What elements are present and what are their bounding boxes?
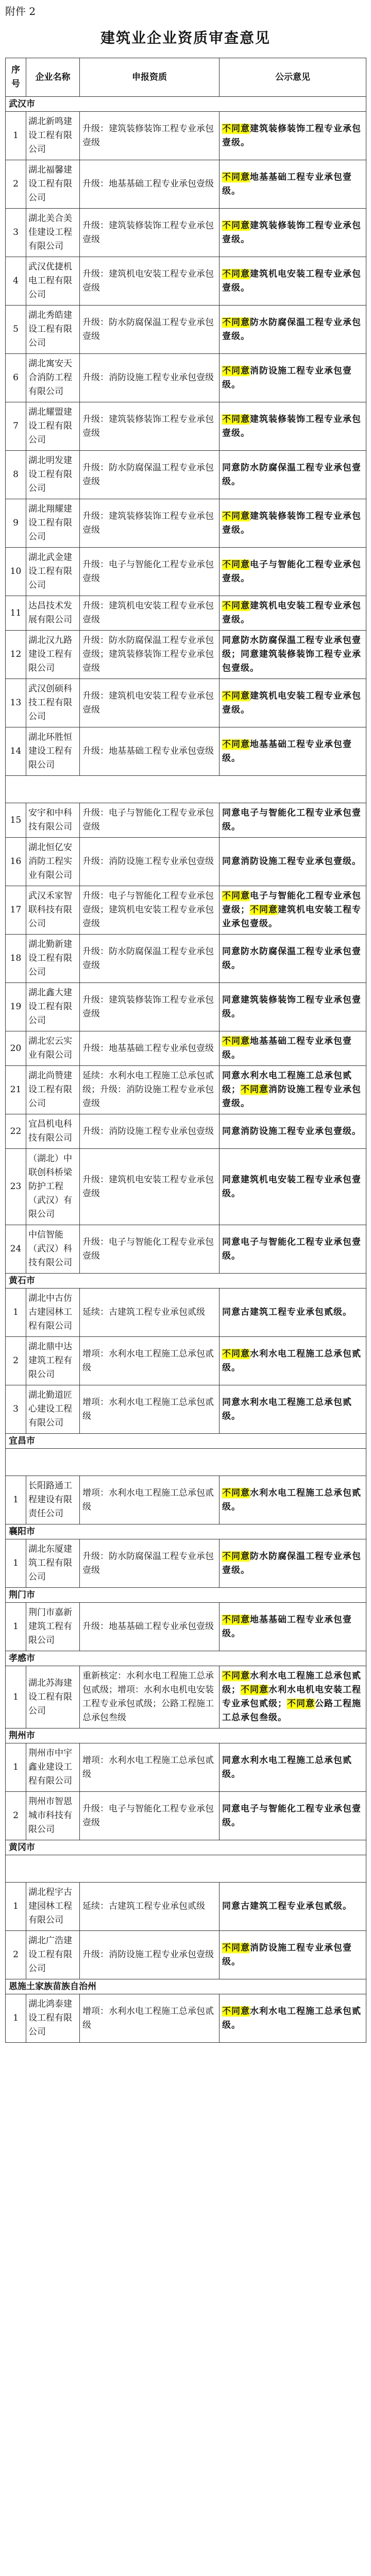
table-row <box>6 499 366 548</box>
table-row <box>6 1931 366 1979</box>
opinion-highlight: 不同意 <box>222 414 250 425</box>
applied-qualification: 升级：防水防腐保温工程专业承包壹级 <box>80 451 220 499</box>
public-opinion <box>220 1539 366 1588</box>
company-name: 安宇和中科技有限公司 <box>26 803 80 838</box>
public-opinion <box>220 306 366 354</box>
applied-qualification: 延续：古建筑工程专业承包贰级 <box>80 1289 220 1337</box>
public-opinion <box>220 451 366 499</box>
public-opinion <box>220 1994 366 2043</box>
opinion-text: 电子与智能化工程专业承包壹级； <box>222 891 361 915</box>
public-opinion <box>220 499 366 548</box>
table-row <box>6 209 366 257</box>
public-opinion <box>220 1149 366 1225</box>
applied-qualification: 升级：建筑装修装饰工程专业承包壹级 <box>80 112 220 160</box>
public-opinion <box>220 838 366 886</box>
opinion-text: 同意电子与智能化工程专业承包壹级。 <box>222 808 361 832</box>
opinion-text: 消防设施工程专业承包壹级。 <box>222 1942 352 1967</box>
public-opinion <box>220 1385 366 1434</box>
table-row <box>6 1031 366 1066</box>
table-row <box>6 983 366 1031</box>
company-name: 湖北勤新建设工程有限公司 <box>26 935 80 983</box>
table-row <box>6 1225 366 1274</box>
opinion-text: 水利水电工程施工总承包贰级； <box>222 1671 361 1695</box>
opinion-text: 消防设施工程专业承包壹级。 <box>222 365 352 390</box>
public-opinion <box>220 1743 366 1792</box>
opinion-text: 同意消防设施工程专业承包壹级。 <box>222 856 361 867</box>
company-name: 湖北鼎中达建筑工程有限公司 <box>26 1337 80 1385</box>
region-header-row <box>6 1434 366 1449</box>
company-name: 湖北宏云实业有限公司 <box>26 1031 80 1066</box>
table-row <box>6 548 366 596</box>
opinion-text: 地基基础工程专业承包壹级。 <box>222 739 352 764</box>
applied-qualification: 增项：水利水电工程施工总承包贰级 <box>80 1337 220 1385</box>
opinion-text: 建筑机电安装工程专业承包壹级。 <box>222 268 361 293</box>
table-row <box>6 1994 366 2043</box>
table-row <box>6 886 366 935</box>
table-row <box>6 679 366 727</box>
applied-qualification: 升级：防水防腐保温工程专业承包壹级；建筑装修装饰工程专业承包壹级 <box>80 631 220 679</box>
applied-qualification: 增项：水利水电工程施工总承包贰级 <box>80 1994 220 2043</box>
opinion-text: 水利水电工程施工总承包贰级。 <box>222 2006 361 2030</box>
header-company: 企业名称 <box>26 58 80 97</box>
opinion-highlight: 不同意 <box>222 220 250 231</box>
applied-qualification: 升级：电子与智能化工程专业承包壹级 <box>80 548 220 596</box>
opinion-text: 地基基础工程专业承包壹级。 <box>222 172 352 196</box>
public-opinion <box>220 1114 366 1149</box>
opinion-text: 地基基础工程专业承包壹级。 <box>222 1614 352 1639</box>
public-opinion <box>220 886 366 935</box>
table-row <box>6 1666 366 1728</box>
opinion-text: 同意电子与智能化工程专业承包壹级。 <box>222 1803 361 1828</box>
region-header-row <box>6 97 366 112</box>
opinion-highlight: 不同意 <box>250 905 278 915</box>
opinion-text: 同意消防设施工程专业承包壹级。 <box>222 1126 361 1137</box>
row-number: 16 <box>6 838 26 886</box>
row-number: 2 <box>6 1337 26 1385</box>
region-header-row <box>6 1728 366 1743</box>
opinion-highlight: 不同意 <box>222 1036 250 1046</box>
row-number: 10 <box>6 548 26 596</box>
company-name: 宜昌机电科技有限公司 <box>26 1114 80 1149</box>
opinion-text: 建筑装修装饰工程专业承包壹级。 <box>222 220 361 245</box>
page-break-cell <box>6 1855 366 1883</box>
page-break-cell <box>6 1449 366 1476</box>
region-label: 恩施土家族苗族自治州 <box>6 1979 366 1994</box>
row-number: 22 <box>6 1114 26 1149</box>
table-row <box>6 631 366 679</box>
table-row <box>6 935 366 983</box>
company-name: 湖北环胜恒建设工程有限公司 <box>26 727 80 776</box>
public-opinion <box>220 209 366 257</box>
table-row <box>6 306 366 354</box>
company-name: 武汉创硕科技工程有限公司 <box>26 679 80 727</box>
applied-qualification: 升级：消防设施工程专业承包壹级 <box>80 1114 220 1149</box>
company-name: 湖北美合美佳建设工程有限公司 <box>26 209 80 257</box>
opinion-highlight: 不同意 <box>222 1671 250 1681</box>
applied-qualification: 升级：防水防腐保温工程专业承包壹级 <box>80 1539 220 1588</box>
opinion-text: 水利水电工程施工总承包贰级。 <box>222 1348 361 1373</box>
company-name: 湖北中古仿古建园林工程有限公司 <box>26 1289 80 1337</box>
row-number: 17 <box>6 886 26 935</box>
table-header-row <box>6 58 366 97</box>
opinion-text: 同意防水防腐保温工程专业承包壹级。 <box>222 946 361 971</box>
row-number: 9 <box>6 499 26 548</box>
row-number: 15 <box>6 803 26 838</box>
table-row <box>6 596 366 631</box>
opinion-text: 建筑装修装饰工程专业承包壹级。 <box>222 511 361 535</box>
public-opinion <box>220 1225 366 1274</box>
opinion-highlight: 不同意 <box>222 317 250 328</box>
company-name: 湖北耀盟建设工程有限公司 <box>26 402 80 451</box>
applied-qualification: 升级：建筑机电安装工程专业承包壹级 <box>80 679 220 727</box>
company-name: 湖北东厦建筑工程有限公司 <box>26 1539 80 1588</box>
opinion-text: 建筑机电安装工程专业承包壹级。 <box>222 905 361 929</box>
region-label: 荆门市 <box>6 1588 366 1603</box>
table-row <box>6 354 366 402</box>
opinion-text: 同意古建筑工程专业承包贰级。 <box>222 1901 352 1911</box>
public-opinion <box>220 1931 366 1979</box>
opinion-text: 消防设施工程专业承包壹级。 <box>222 1084 361 1109</box>
opinion-text: 建筑机电安装工程专业承包壹级。 <box>222 690 361 715</box>
opinion-text: 同意水利水电工程施工总承包贰级； <box>222 1071 352 1095</box>
region-label: 武汉市 <box>6 97 366 112</box>
applied-qualification: 增项：水利水电工程施工总承包贰级 <box>80 1743 220 1792</box>
table-row <box>6 1114 366 1149</box>
public-opinion <box>220 1476 366 1524</box>
document-title: 建筑业企业资质审查意见 <box>100 29 271 46</box>
row-number: 1 <box>6 1289 26 1337</box>
public-opinion <box>220 631 366 679</box>
company-name: 荆州市智恩城市科技有限公司 <box>26 1792 80 1840</box>
table-row <box>6 451 366 499</box>
row-number: 24 <box>6 1225 26 1274</box>
region-label: 宜昌市 <box>6 1434 366 1449</box>
applied-qualification: 升级：建筑机电安装工程专业承包壹级 <box>80 1149 220 1225</box>
applied-qualification: 升级：消防设施工程专业承包壹级 <box>80 354 220 402</box>
company-name: 湖北秀皓建设工程有限公司 <box>26 306 80 354</box>
public-opinion <box>220 1792 366 1840</box>
opinion-text: 同意古建筑工程专业承包贰级。 <box>222 1307 352 1317</box>
region-header-row <box>6 1840 366 1855</box>
table-row <box>6 1337 366 1385</box>
table-row <box>6 1539 366 1588</box>
applied-qualification: 延续：古建筑工程专业承包贰级 <box>80 1883 220 1931</box>
company-name: 荆门市嘉新建筑工程有限公司 <box>26 1603 80 1651</box>
table-row <box>6 1289 366 1337</box>
public-opinion <box>220 1883 366 1931</box>
public-opinion <box>220 596 366 631</box>
table-row <box>6 838 366 886</box>
public-opinion <box>220 1666 366 1728</box>
applied-qualification: 升级：电子与智能化工程专业承包壹级 <box>80 1792 220 1840</box>
row-number: 1 <box>6 1994 26 2043</box>
opinion-text: 电子与智能化工程专业承包壹级。 <box>222 559 361 584</box>
row-number: 1 <box>6 112 26 160</box>
row-number: 2 <box>6 160 26 209</box>
opinion-text: 同意水利水电工程施工总承包贰级。 <box>222 1755 352 1780</box>
attachment-label: 附件 2 <box>5 5 36 18</box>
opinion-text: 防水防腐保温工程专业承包壹级。 <box>222 1551 361 1575</box>
public-opinion <box>220 1066 366 1114</box>
opinion-highlight: 不同意 <box>222 559 250 570</box>
opinion-highlight: 不同意 <box>222 1487 250 1498</box>
opinion-text: 同意水利水电工程施工总承包贰级。 <box>222 1397 352 1421</box>
row-number: 19 <box>6 983 26 1031</box>
row-number: 3 <box>6 209 26 257</box>
row-number: 1 <box>6 1476 26 1524</box>
table-row <box>6 112 366 160</box>
row-number: 2 <box>6 1792 26 1840</box>
opinion-highlight: 不同意 <box>287 1699 315 1709</box>
table-row <box>6 727 366 776</box>
company-name: （湖北）中联创科桥梁防护工程（武汉）有限公司 <box>26 1149 80 1225</box>
company-name: 中信智能（武汉）科技有限公司 <box>26 1225 80 1274</box>
opinion-text: 水利水电机电安装工程专业承包贰级； <box>222 1685 361 1709</box>
public-opinion <box>220 679 366 727</box>
applied-qualification: 升级：建筑装修装饰工程专业承包壹级 <box>80 209 220 257</box>
region-header-row <box>6 1274 366 1289</box>
applied-qualification: 升级：电子与智能化工程专业承包壹级 <box>80 1225 220 1274</box>
applied-qualification: 升级：消防设施工程专业承包壹级 <box>80 1931 220 1979</box>
opinion-text: 同意防水防腐保温工程专业承包壹级。 <box>222 462 361 487</box>
opinion-highlight: 不同意 <box>222 601 250 611</box>
applied-qualification: 升级：建筑装修装饰工程专业承包壹级 <box>80 499 220 548</box>
applied-qualification: 升级：电子与智能化工程专业承包壹级 <box>80 803 220 838</box>
header-opinion: 公示意见 <box>220 58 366 97</box>
company-name: 湖北广浩建设工程有限公司 <box>26 1931 80 1979</box>
region-header-row <box>6 1524 366 1539</box>
public-opinion <box>220 112 366 160</box>
applied-qualification: 增项：水利水电工程施工总承包贰级 <box>80 1476 220 1524</box>
public-opinion <box>220 1031 366 1066</box>
page-break-gap <box>6 1855 366 1883</box>
region-header-row <box>6 1588 366 1603</box>
company-name: 湖北恒亿安消防工程实业有限公司 <box>26 838 80 886</box>
applied-qualification: 升级：建筑装修装饰工程专业承包壹级 <box>80 402 220 451</box>
public-opinion <box>220 935 366 983</box>
opinion-highlight: 不同意 <box>222 1942 250 1953</box>
company-name: 湖北程宇古建园林工程有限公司 <box>26 1883 80 1931</box>
row-number: 1 <box>6 1743 26 1792</box>
opinion-highlight: 不同意 <box>241 1685 268 1695</box>
public-opinion <box>220 257 366 306</box>
public-opinion <box>220 1337 366 1385</box>
opinion-text: 地基基础工程专业承包壹级。 <box>222 1036 352 1060</box>
opinion-highlight: 不同意 <box>222 123 250 134</box>
table-row <box>6 1066 366 1114</box>
applied-qualification: 升级：防水防腐保温工程专业承包壹级 <box>80 306 220 354</box>
row-number: 21 <box>6 1066 26 1114</box>
applied-qualification: 升级：建筑机电安装工程专业承包壹级 <box>80 596 220 631</box>
region-label: 黄冈市 <box>6 1840 366 1855</box>
applied-qualification: 升级：建筑机电安装工程专业承包壹级 <box>80 257 220 306</box>
opinion-highlight: 不同意 <box>222 172 250 182</box>
company-name: 湖北鑫大建设工程有限公司 <box>26 983 80 1031</box>
row-number: 8 <box>6 451 26 499</box>
row-number: 13 <box>6 679 26 727</box>
row-number: 23 <box>6 1149 26 1225</box>
company-name: 湖北新鸣建设工程有限公司 <box>26 112 80 160</box>
opinion-text: 同意建筑机电安装工程专业承包壹级。 <box>222 1174 361 1199</box>
row-number: 4 <box>6 257 26 306</box>
opinion-highlight: 不同意 <box>222 1614 250 1625</box>
opinion-highlight: 不同意 <box>222 365 250 376</box>
table-row <box>6 803 366 838</box>
company-name: 湖北苏海建设工程有限公司 <box>26 1666 80 1728</box>
company-name: 达昌技术发展有限公司 <box>26 596 80 631</box>
public-opinion <box>220 983 366 1031</box>
opinion-text: 建筑装修装饰工程专业承包壹级。 <box>222 123 361 148</box>
applied-qualification: 升级：防水防腐保温工程专业承包壹级 <box>80 935 220 983</box>
public-opinion <box>220 548 366 596</box>
region-header-row <box>6 1651 366 1666</box>
public-opinion <box>220 402 366 451</box>
table-row <box>6 402 366 451</box>
opinion-highlight: 不同意 <box>222 1348 250 1359</box>
opinion-highlight: 不同意 <box>222 511 250 521</box>
opinion-text: 同意建筑装修装饰工程专业承包壹级。 <box>222 994 361 1019</box>
opinion-text: 建筑装修装饰工程专业承包壹级。 <box>222 414 361 438</box>
company-name: 湖北武金建设工程有限公司 <box>26 548 80 596</box>
company-name: 湖北福馨建设工程有限公司 <box>26 160 80 209</box>
public-opinion <box>220 727 366 776</box>
applied-qualification: 升级：建筑装修装饰工程专业承包壹级 <box>80 983 220 1031</box>
row-number: 6 <box>6 354 26 402</box>
public-opinion <box>220 354 366 402</box>
company-name: 荆州市中宇鑫业建设工程有限公司 <box>26 1743 80 1792</box>
region-label: 孝感市 <box>6 1651 366 1666</box>
company-name: 武汉优捷机电工程有限公司 <box>26 257 80 306</box>
row-number: 3 <box>6 1385 26 1434</box>
region-label: 荆州市 <box>6 1728 366 1743</box>
opinion-highlight: 不同意 <box>222 268 250 279</box>
row-number: 5 <box>6 306 26 354</box>
table-row <box>6 1603 366 1651</box>
row-number: 7 <box>6 402 26 451</box>
company-name: 湖北鸿泰建设工程有限公司 <box>26 1994 80 2043</box>
page-break-gap <box>6 776 366 803</box>
row-number: 1 <box>6 1539 26 1588</box>
applied-qualification: 延续：水利水电工程施工总承包贰级；升级：消防设施工程专业承包壹级 <box>80 1066 220 1114</box>
company-name: 湖北明发建设工程有限公司 <box>26 451 80 499</box>
table-row <box>6 257 366 306</box>
header-applied: 申报资质 <box>80 58 220 97</box>
applied-qualification: 升级：地基基础工程专业承包壹级 <box>80 160 220 209</box>
page-break-cell <box>6 776 366 803</box>
table-row <box>6 1385 366 1434</box>
header-no: 序号 <box>6 58 26 97</box>
applied-qualification: 升级：地基基础工程专业承包壹级 <box>80 1603 220 1651</box>
public-opinion <box>220 803 366 838</box>
public-opinion <box>220 160 366 209</box>
opinion-text: 防水防腐保温工程专业承包壹级。 <box>222 317 361 342</box>
row-number: 1 <box>6 1666 26 1728</box>
opinion-text: 同意防水防腐保温工程专业承包壹级；同意建筑装修装饰工程专业承包壹级。 <box>222 635 361 673</box>
opinion-text: 水利水电工程施工总承包贰级。 <box>222 1487 361 1512</box>
public-opinion <box>220 1603 366 1651</box>
applied-qualification: 重新核定：水利水电工程施工总承包贰级；增项：水利水电机电安装工程专业承包贰级；公路工程施工总承包叁级 <box>80 1666 220 1728</box>
table-body <box>6 97 366 2043</box>
opinion-text: 同意电子与智能化工程专业承包壹级。 <box>222 1236 361 1261</box>
company-name: 湖北汉九路建设工程有限公司 <box>26 631 80 679</box>
row-number: 18 <box>6 935 26 983</box>
region-header-row <box>6 1979 366 1994</box>
company-name: 长阳路通工程建设有限责任公司 <box>26 1476 80 1524</box>
row-number: 1 <box>6 1603 26 1651</box>
row-number: 12 <box>6 631 26 679</box>
row-number: 1 <box>6 1883 26 1931</box>
applied-qualification: 增项：水利水电工程施工总承包贰级 <box>80 1385 220 1434</box>
applied-qualification: 升级：地基基础工程专业承包壹级 <box>80 727 220 776</box>
company-name: 湖北翔耀建设工程有限公司 <box>26 499 80 548</box>
table-row <box>6 1149 366 1225</box>
company-name: 湖北尚赞建设工程有限公司 <box>26 1066 80 1114</box>
company-name: 武汉禾家智联科技有限公司 <box>26 886 80 935</box>
review-table <box>5 58 366 2043</box>
table-row <box>6 1743 366 1792</box>
applied-qualification: 升级：电子与智能化工程专业承包壹级；建筑机电安装工程专业承包壹级 <box>80 886 220 935</box>
opinion-highlight: 不同意 <box>241 1084 268 1095</box>
table-row <box>6 1792 366 1840</box>
opinion-highlight: 不同意 <box>222 2006 250 2016</box>
applied-qualification: 升级：地基基础工程专业承包壹级 <box>80 1031 220 1066</box>
opinion-highlight: 不同意 <box>222 1551 250 1562</box>
opinion-highlight: 不同意 <box>222 739 250 750</box>
opinion-highlight: 不同意 <box>222 891 250 901</box>
company-name: 湖北寓安天合消防工程有限公司 <box>26 354 80 402</box>
row-number: 20 <box>6 1031 26 1066</box>
row-number: 2 <box>6 1931 26 1979</box>
opinion-text: 公路工程施工总承包叁级。 <box>222 1699 361 1723</box>
company-name: 湖北勤道匠心建设工程有限公司 <box>26 1385 80 1434</box>
public-opinion <box>220 1289 366 1337</box>
row-number: 11 <box>6 596 26 631</box>
region-label: 襄阳市 <box>6 1524 366 1539</box>
applied-qualification: 升级：消防设施工程专业承包壹级 <box>80 838 220 886</box>
region-label: 黄石市 <box>6 1274 366 1289</box>
opinion-highlight: 不同意 <box>222 690 250 701</box>
page-break-gap <box>6 1449 366 1476</box>
table-row <box>6 1883 366 1931</box>
row-number: 14 <box>6 727 26 776</box>
opinion-text: 建筑机电安装工程专业承包壹级。 <box>222 601 361 625</box>
table-row <box>6 1476 366 1524</box>
table-row <box>6 160 366 209</box>
